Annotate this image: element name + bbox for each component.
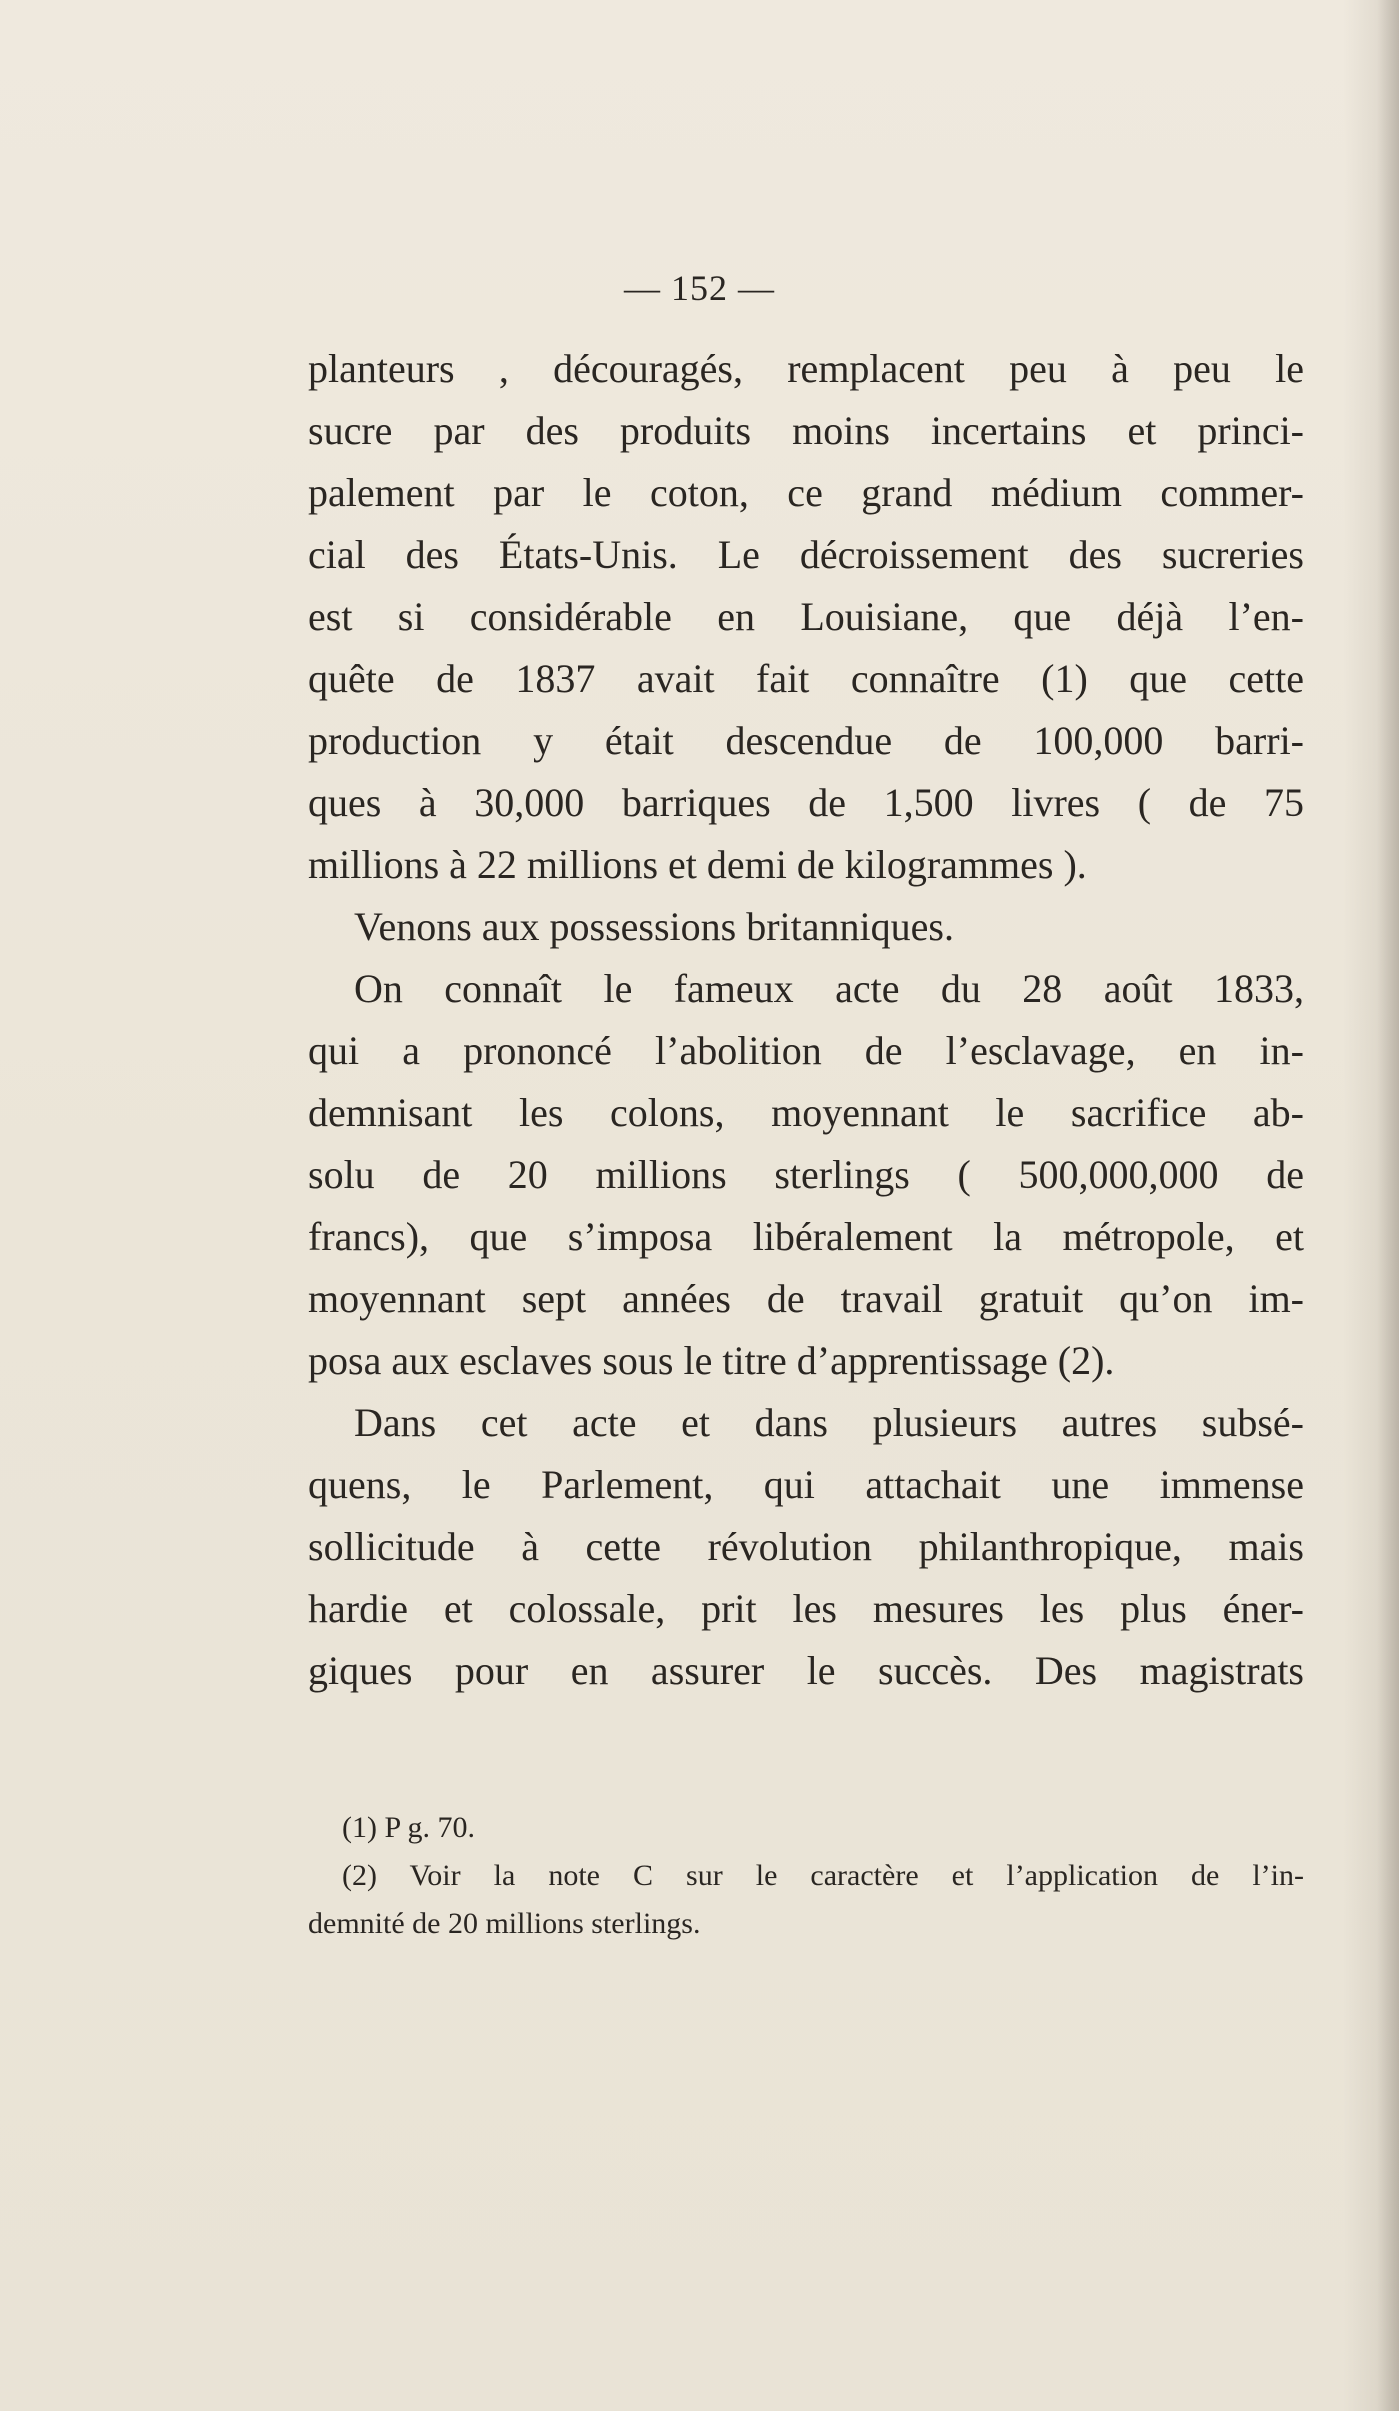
text-line: palement par le coton, ce grand médium commer-	[308, 470, 1304, 515]
text-line: quens, le Parlement, qui attachait une immense	[308, 1462, 1304, 1507]
footnotes	[308, 1804, 1304, 1948]
text-line: est si considérable en Louisiane, que déjà l’en-	[308, 594, 1304, 639]
text-line: production y était descendue de 100,000 barri-	[308, 718, 1304, 763]
page-edge-shadow	[1377, 0, 1399, 2411]
footnote-line: demnité de 20 millions sterlings.	[308, 1907, 701, 1940]
text-line: ques à 30,000 barriques de 1,500 livres ( de 75	[308, 780, 1304, 825]
text-line: demnisant les colons, moyennant le sacrifice ab-	[308, 1090, 1304, 1135]
text-line: Dans cet acte et dans plusieurs autres subsé-	[354, 1400, 1304, 1445]
text-line: cial des États-Unis. Le décroissement des sucreries	[308, 532, 1304, 577]
text-line: francs), que s’imposa libéralement la métropole, et	[308, 1214, 1304, 1259]
body-text	[308, 338, 1304, 1702]
text-line: planteurs , découragés, remplacent peu à peu le	[308, 346, 1304, 391]
text-line: quête de 1837 avait fait connaître (1) que cette	[308, 656, 1304, 701]
page-number: — 152 —	[624, 268, 775, 308]
text-line: moyennant sept années de travail gratuit qu’on im-	[308, 1276, 1304, 1321]
text-line: millions à 22 millions et demi de kilogrammes ).	[308, 842, 1087, 887]
text-line: Venons aux possessions britanniques.	[354, 904, 954, 949]
text-line: On connaît le fameux acte du 28 août 1833,	[354, 966, 1304, 1011]
text-line: hardie et colossale, prit les mesures les plus éner-	[308, 1586, 1304, 1631]
text-line: solu de 20 millions sterlings ( 500,000,000 de	[308, 1152, 1304, 1197]
text-line: sucre par des produits moins incertains et princi-	[308, 408, 1304, 453]
text-line: qui a prononcé l’abolition de l’esclavage, en in-	[308, 1028, 1304, 1073]
footnote-line: (1) P g. 70.	[342, 1811, 476, 1844]
footnote-line: (2) Voir la note C sur le caractère et l’application de l’in-	[342, 1859, 1304, 1892]
text-line: posa aux esclaves sous le titre d’apprentissage (2).	[308, 1338, 1115, 1383]
text-line: sollicitude à cette révolution philanthropique, mais	[308, 1524, 1304, 1569]
text-line: giques pour en assurer le succès. Des magistrats	[308, 1648, 1304, 1693]
